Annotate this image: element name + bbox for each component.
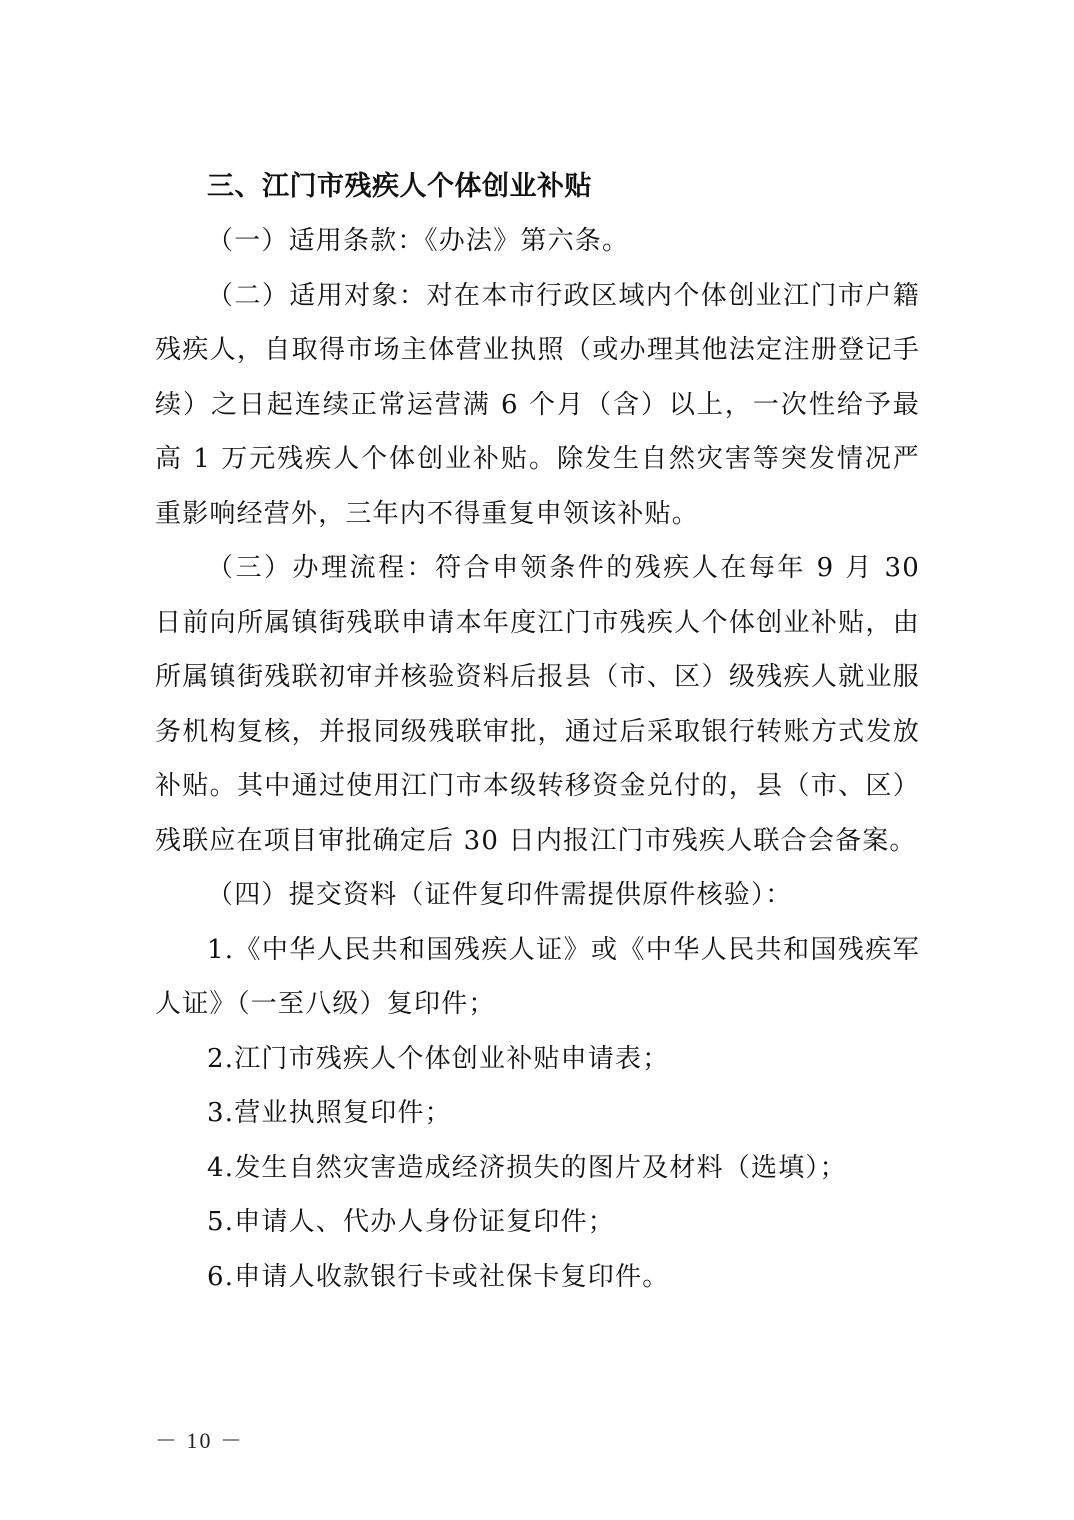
material-item-3: 3.营业执照复印件； <box>207 1098 452 1128</box>
section-heading: 三、江门市残疾人个体创业补贴 <box>207 171 592 202</box>
material-item-5: 5.申请人、代办人身份证复印件； <box>207 1207 616 1237</box>
material-item-4: 4.发生自然灾害造成经济损失的图片及材料（选填）； <box>207 1152 847 1183</box>
material-item-1: 1.《中华人民共和国残疾人证》或《中华人民共和国残疾军人证》（一至八级）复印件； <box>155 934 920 1019</box>
paragraph-procedure: （三）办理流程：符合申领条件的残疾人在每年 9 月 30 日前向所属镇街残联申请本年度江门市残疾人个体创业补贴，由所属镇街残联初审并核验资料后报县（市、区）级残疾人就业服务机构复核，并报同级残联审批，通过后采取银行转账方式发放补贴。其中通过使用江门市本级转移资金兑付的，县（市、区）残联应在项目审批确定后 30 日内报江门市残疾人联合会备案。 <box>155 553 920 856</box>
document-body <box>155 160 920 1304</box>
page-number: － 10 － <box>155 1428 245 1453</box>
paragraph-applicable-clause: （一）适用条款：《办法》第六条。 <box>207 226 630 256</box>
material-item-6: 6.申请人收款银行卡或社保卡复印件。 <box>207 1261 670 1292</box>
material-item-2: 2.江门市残疾人个体创业补贴申请表； <box>207 1043 670 1074</box>
paragraph-materials-intro: （四）提交资料（证件复印件需提供原件核验）： <box>207 880 793 910</box>
paragraph-applicable-target: （二）适用对象：对在本市行政区域内个体创业江门市户籍残疾人，自取得市场主体营业执照（或办理其他法定注册登记手续）之日起连续正常运营满 6 个月（含）以上，一次性给予最高 1 万元残疾人个体创业补贴。除发生自然灾害等突发情况严重影响经营外，三年内不得重复申领该补贴。 <box>155 280 920 529</box>
